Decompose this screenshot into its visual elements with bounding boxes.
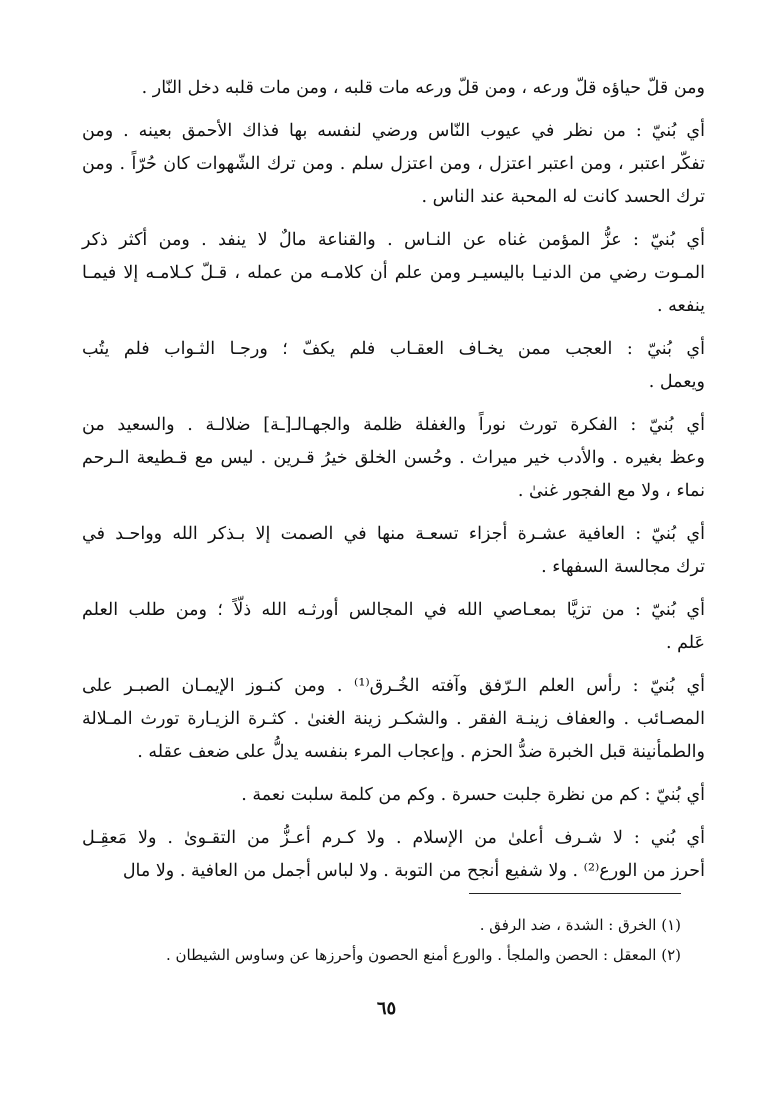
paragraph <box>82 670 705 769</box>
text-line: أحرز من الورع⁽²⁾ . ولا شفيع أنجح من التوبة . ولا لباس أجمل من العافية . ولا مال <box>122 861 705 881</box>
text-line: أي بُنيّ : العافية عشـرة أجزاء تسعـة منها في الصمت إلا بـذكر الله وواحـد في <box>82 524 705 544</box>
text-line: المصـائب . والعفاف زينـة الفقر . والشكـر زينة الغنىٰ . كثـرة الزيـارة تورث المـلالة <box>82 709 705 729</box>
text-line: المـوت رضي من الدنيـا باليسيـر ومن علم أن كلامـه من عمله ، قـلّ كـلامـه إلا فيمـا <box>82 263 705 283</box>
text-line: عَلم . <box>665 633 705 653</box>
paragraph <box>82 594 705 660</box>
text-line: نماء ، ولا مع الفجور غنىٰ . <box>517 481 705 501</box>
paragraph <box>82 115 705 214</box>
text-line: أي بُنيّ : رأس العلم الـرّفق وآفته الخُـرق⁽¹⁾ . ومن كنـوز الإيمـان الصبـر على <box>82 676 706 696</box>
paragraph <box>82 779 705 812</box>
text-line: أي بُني : لا شـرف أعلىٰ من الإسلام . ولا كـرم أعـزُّ من التقـوىٰ . ولا مَعقِـل <box>82 828 705 848</box>
text-line: أي بُنيّ : من نظر في عيوب النّاس ورضي لنفسه بها فذاك الأحمق بعينه . ومن <box>82 121 705 141</box>
paragraph <box>82 333 705 399</box>
text-line: والطمأنينة قبل الخبرة ضدُّ الحزم . وإعجاب المرء بنفسه يدلُّ على ضعف عقله . <box>137 742 705 762</box>
text-line: ينفعه . <box>657 296 705 316</box>
text-line: وعظ بغيره . والأدب خير ميراث . وحُسن الخلق خيرُ قـرين . ليس مع قـطيعة الـرحم <box>82 448 705 468</box>
page-number: ٦٥ <box>376 998 397 1019</box>
text-line: أي بُنيّ : عزُّ المؤمن غناه عن النـاس . والقناعة مالٌ لا ينفد . ومن أكثر ذكر <box>82 230 705 250</box>
footnote-1: (١) الخرق : الشدة ، ضد الرفق . <box>479 916 681 934</box>
footnote-2: (٢) المعقل : الحصن والملجأ . والورع أمنع الحصون وأحرزها عن وساوس الشيطان . <box>165 946 681 964</box>
text-line: أي بُنيّ : العجب ممن يخـاف العقـاب فلم يكفّ ؛ ورجـا الثـواب فلم يتُب <box>82 339 705 359</box>
text-line: تفكّر اعتبر ، ومن اعتبر اعتزل ، ومن اعتزل سلم . ومن ترك الشّهوات كان حُرّاً . ومن <box>82 154 705 174</box>
footnote-separator <box>469 893 681 894</box>
body-text <box>82 72 705 888</box>
paragraph <box>82 72 705 105</box>
text-line: ترك الحسد كانت له المحبة عند الناس . <box>421 187 705 207</box>
paragraph <box>82 409 705 508</box>
text-line: ومن قلّ حياؤه قلّ ورعه ، ومن قلّ ورعه مات قلبه ، ومن مات قلبه دخل النّار . <box>141 78 705 98</box>
text-line: ويعمل . <box>648 372 705 392</box>
text-line: أي بُنيّ : الفكرة تورث نوراً والغفلة ظلمة والجهـالـ[ـة] ضلالـة . والسعيد من <box>82 415 705 435</box>
text-line: أي بُنيّ : من تزيَّا بمعـاصي الله في المجالس أورثـه الله ذلّاً ؛ ومن طلب العلم <box>82 600 705 620</box>
text-line: أي بُنيّ : كم من نظرة جلبت حسرة . وكم من كلمة سلبت نعمة . <box>241 785 705 805</box>
paragraph <box>82 224 705 323</box>
paragraph <box>82 822 705 888</box>
paragraph <box>82 518 705 584</box>
text-line: ترك مجالسة السفهاء . <box>541 557 705 577</box>
footnotes <box>71 910 681 970</box>
